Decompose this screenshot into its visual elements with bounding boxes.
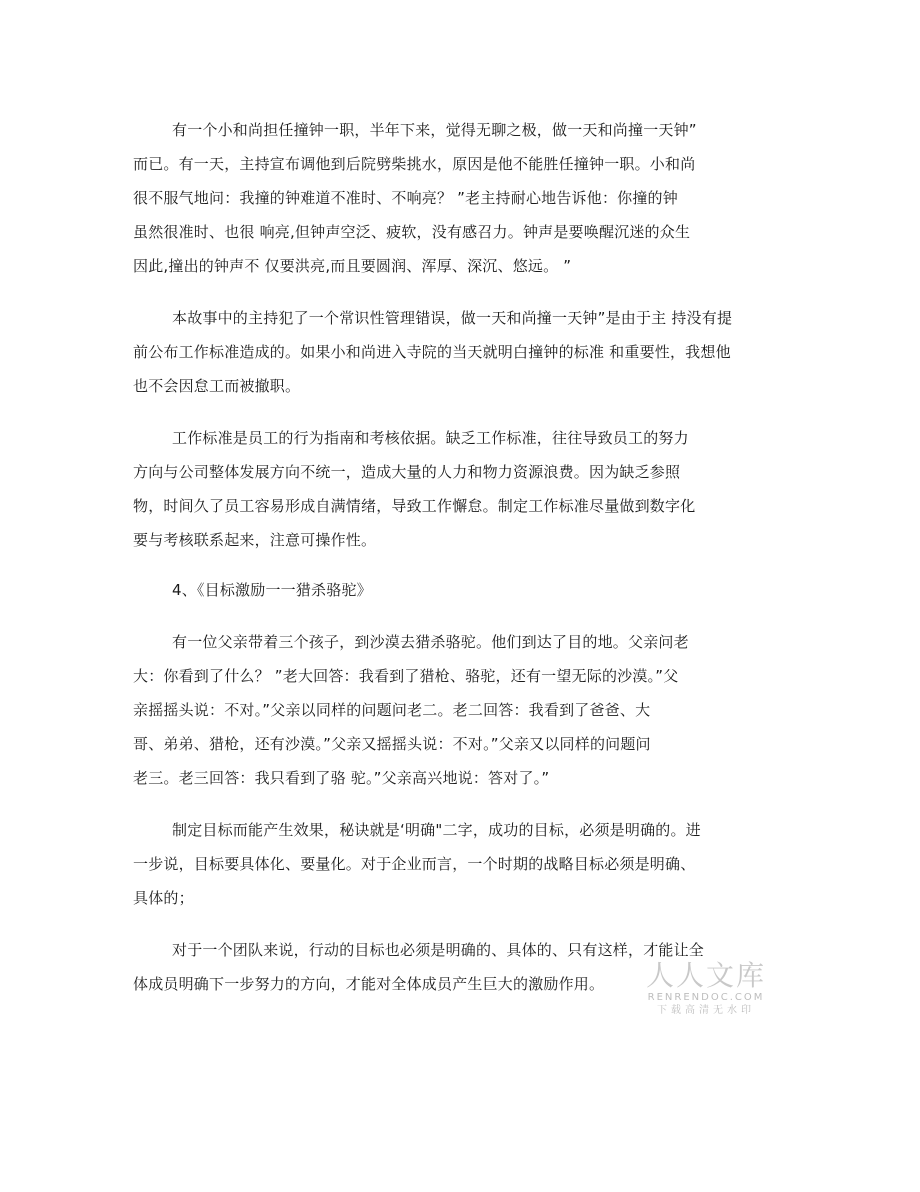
paragraph-6-line-2: 一步说，目标要具体化、要量化。对于企业而言，一个时期的战略目标必须是明确、 — [133, 855, 696, 873]
paragraph-6-line-1: 制定目标而能产生效果，秘诀就是‘明确"二字，成功的目标，必须是明确的。进 — [172, 821, 701, 839]
paragraph-5-line-3: 亲摇摇头说：不对。”父亲以同样的问题问老二。老二回答：我看到了爸爸、大 — [133, 701, 651, 719]
paragraph-5-line-2: 大：你看到了什么？ ”老大回答：我看到了猎枪、骆驼，还有一望无际的沙漠。”父 — [133, 667, 679, 685]
paragraph-5-line-4: 哥、弟弟、猎枪，还有沙漠。”父亲又摇摇头说：不对。”父亲又以同样的问题问 — [133, 735, 651, 753]
paragraph-5-line-5: 老三。老三回答：我只看到了骆 驼。”父亲高兴地说：答对了。” — [133, 769, 550, 787]
paragraph-3-line-4: 要与考核联系起来，注意可操作性。 — [133, 531, 377, 549]
paragraph-3-line-3: 物，时间久了员工容易形成自满情绪，导致工作懈怠。制定工作标准尽量做到数字化 — [133, 497, 696, 515]
watermark-logo — [636, 960, 776, 1018]
paragraph-2-line-2: 前公布工作标准造成的。如果小和尚进入寺院的当天就明白撞钟的标准 和重要性，我想他 — [133, 343, 731, 361]
paragraph-6-line-3: 具体的； — [133, 889, 194, 907]
paragraph-5-line-1: 有一位父亲带着三个孩子，到沙漠去猎杀骆驼。他们到达了目的地。父亲问老 — [172, 633, 689, 651]
paragraph-3-line-1: 工作标准是员工的行为指南和考核依据。缺乏工作标准，往往导致员工的努力 — [172, 429, 689, 447]
watermark-domain: RENRENDOC.COM — [647, 992, 765, 1003]
watermark-tagline: 下载高清无水印 — [657, 1005, 755, 1016]
paragraph-2-line-3: 也不会因怠工而被撤职。 — [133, 377, 301, 395]
watermark-title: 人人文库 — [645, 959, 766, 992]
paragraph-7-line-2: 体成员明确下一步努力的方向，才能对全体成员产生巨大的激励作用。 — [133, 975, 605, 993]
paragraph-1-line-1: 有一个小和尚担任撞钟一职，半年下来，觉得无聊之极，做一天和尚撞一天钟” — [172, 121, 697, 139]
section-heading: 4、《目标激励一一猎杀骆驼》 — [172, 581, 372, 599]
paragraph-7-line-1: 对于一个团队来说，行动的目标也必须是明确的、具体的、只有这样，才能让全 — [172, 941, 705, 959]
paragraph-1-line-2: 而已。有一天，主持宣布调他到后院劈柴挑水，原因是他不能胜任撞钟一职。小和尚 — [133, 155, 696, 173]
paragraph-3-line-2: 方向与公司整体发展方向不统一，造成大量的人力和物力资源浪费。因为缺乏参照 — [133, 463, 681, 481]
paragraph-1-line-5: 因此,撞出的钟声不 仅要洪亮,而且要圆润、浑厚、深沉、悠远。 ” — [133, 257, 572, 275]
paragraph-2-line-1: 本故事中的主持犯了一个常识性管理错误，做一天和尚撞一天钟”是由于主 持没有提 — [172, 309, 733, 327]
paragraph-1-line-4: 虽然很准时、也很 响亮,但钟声空泛、疲软，没有感召力。钟声是要唤醒沉迷的众生 — [133, 223, 691, 241]
paragraph-1-line-3: 很不服气地问：我撞的钟难道不准时、不响亮？ ”老主持耐心地告诉他：你撞的钟 — [133, 189, 678, 207]
